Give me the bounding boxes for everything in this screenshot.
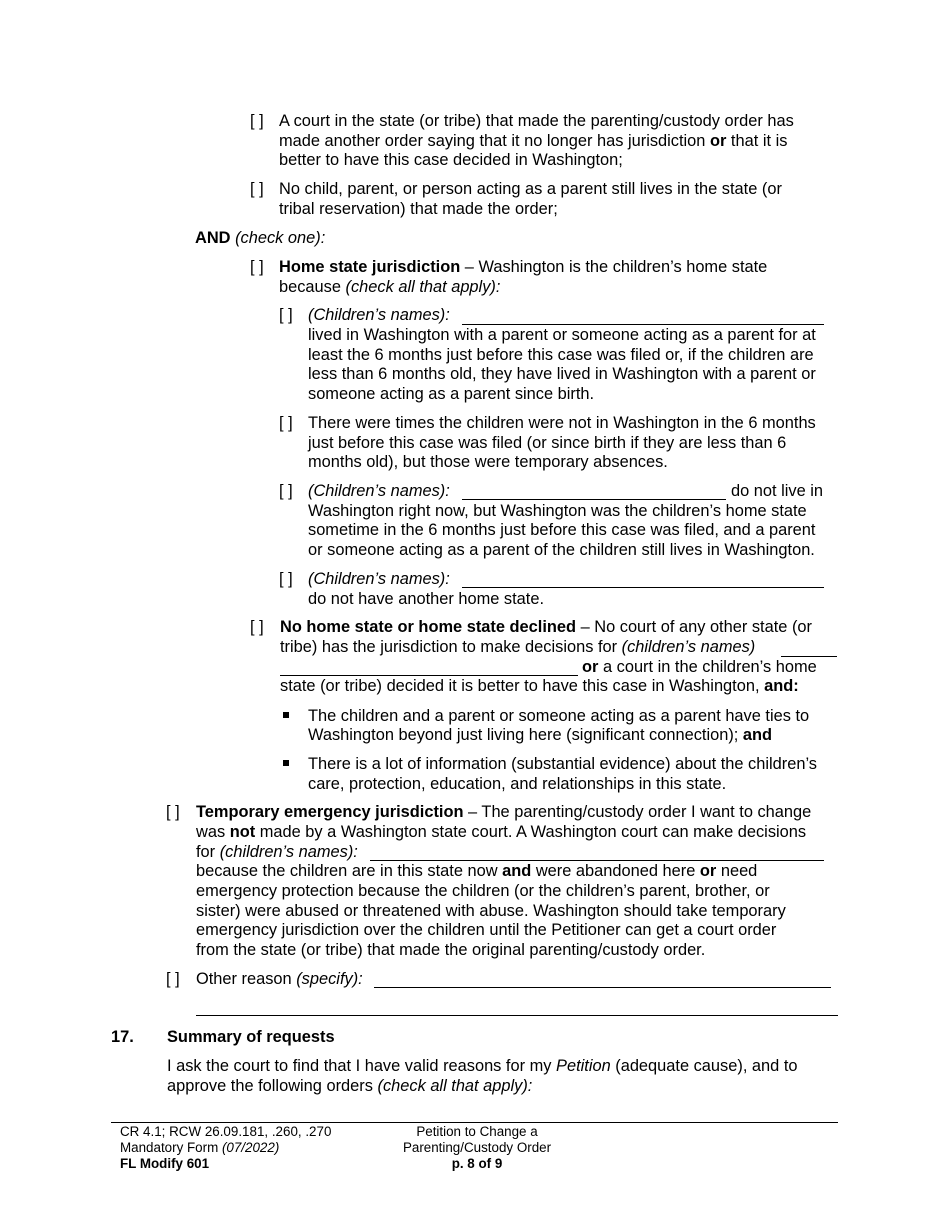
children-names-field-5[interactable] xyxy=(370,860,824,861)
summary-line-1: I ask the court to find that I have valid reasons for my Petition (adequate cause), and to xyxy=(167,1057,798,1075)
home-state-line-1: Home state jurisdiction – Washington is the children’s home state xyxy=(279,258,768,276)
checkbox-temporary-absences[interactable]: [ ] xyxy=(279,414,293,432)
and-check-one: AND (check one): xyxy=(195,229,326,247)
temporary-absences-line-1: There were times the children were not in Washington in the 6 months xyxy=(308,414,816,432)
significant-connection-line-1: The children and a parent or someone acting as a parent have ties to xyxy=(308,707,810,725)
temporary-emergency-line-6: sister) were abused or threatened with abuse. Washington should take temporary xyxy=(196,902,786,920)
children-names-field-4b[interactable] xyxy=(280,675,578,676)
footer-mandatory-form: Mandatory Form (07/2022) xyxy=(120,1140,280,1155)
children-names-field-2[interactable] xyxy=(462,499,726,500)
children-names-field-1[interactable] xyxy=(462,324,824,325)
checkbox-home-state[interactable]: [ ] xyxy=(250,258,264,276)
other-reason-label: Other reason (specify): xyxy=(196,970,363,988)
no-home-state-line-1: No home state or home state declined – No court of any other state (or xyxy=(280,618,812,636)
temporary-emergency-line-4: because the children are in this state now and were abandoned here or need xyxy=(196,862,758,880)
summary-line-2: approve the following orders (check all that apply): xyxy=(167,1077,533,1095)
children-names-field-4a[interactable] xyxy=(781,656,837,657)
footer-title-1: Petition to Change a xyxy=(416,1124,538,1139)
home-state-past-line-2: Washington right now, but Washington was the children’s home state xyxy=(308,502,807,520)
section-17-number: 17. xyxy=(111,1028,134,1046)
home-lived-line-3: least the 6 months just before this case was filed or, if the children are xyxy=(308,346,814,364)
temporary-emergency-line-5: emergency protection because the children (or the children’s parent, brother, or xyxy=(196,882,770,900)
court-declined-line-1: A court in the state (or tribe) that made the parenting/custody order has xyxy=(279,112,794,130)
substantial-evidence-line-2: care, protection, education, and relationships in this state. xyxy=(308,775,727,793)
no-other-home-line-2: do not have another home state. xyxy=(308,590,545,608)
home-lived-label: (Children’s names): xyxy=(308,306,450,324)
temporary-emergency-line-3: for (children’s names): xyxy=(196,843,358,861)
home-state-past-line-4: or someone acting as a parent of the children still lives in Washington. xyxy=(308,541,815,559)
significant-connection-line-2: Washington beyond just living here (significant connection); and xyxy=(308,726,773,744)
temporary-emergency-line-7: emergency jurisdiction over the children until the Petitioner can get a court order xyxy=(196,921,777,939)
square-bullet-icon xyxy=(283,712,289,718)
checkbox-no-home-state[interactable]: [ ] xyxy=(250,618,264,636)
home-lived-line-5: someone acting as a parent since birth. xyxy=(308,385,595,403)
footer-statute: CR 4.1; RCW 26.09.181, .260, .270 xyxy=(120,1124,332,1139)
temporary-absences-line-3: months old), but those were temporary absences. xyxy=(308,453,668,471)
no-home-state-line-3: or a court in the children’s home xyxy=(582,658,817,676)
section-17-title: Summary of requests xyxy=(167,1028,335,1046)
checkbox-temporary-emergency[interactable]: [ ] xyxy=(166,803,180,821)
substantial-evidence-line-1: There is a lot of information (substantial evidence) about the children’s xyxy=(308,755,817,773)
home-state-past-tail: do not live in xyxy=(731,482,824,500)
home-state-line-2: because (check all that apply): xyxy=(279,278,501,296)
temporary-absences-line-2: just before this case was filed (or since birth if they are less than 6 xyxy=(308,434,787,452)
children-names-field-3[interactable] xyxy=(462,587,824,588)
checkbox-other-reason[interactable]: [ ] xyxy=(166,970,180,988)
home-state-past-line-3: sometime in the 6 months just before this case was filed, and a parent xyxy=(308,521,816,539)
no-home-state-line-4: state (or tribe) decided it is better to have this case in Washington, and: xyxy=(280,677,799,695)
home-state-past-label: (Children’s names): xyxy=(308,482,450,500)
checkbox-no-other-home[interactable]: [ ] xyxy=(279,570,293,588)
court-declined-line-2: made another order saying that it no longer has jurisdiction or that it is xyxy=(279,132,788,150)
footer-rule xyxy=(111,1122,838,1123)
no-one-lives-line-2: tribal reservation) that made the order; xyxy=(279,200,558,218)
square-bullet-icon xyxy=(283,760,289,766)
footer-page-number: p. 8 of 9 xyxy=(451,1156,503,1171)
home-lived-line-4: less than 6 months old, they have lived in Washington with a parent or xyxy=(308,365,816,383)
footer-form-code: FL Modify 601 xyxy=(120,1156,210,1171)
other-reason-field-line-2[interactable] xyxy=(196,1015,838,1016)
checkbox-court-declined[interactable]: [ ] xyxy=(250,112,264,130)
checkbox-home-lived[interactable]: [ ] xyxy=(279,306,293,324)
checkbox-home-state-past[interactable]: [ ] xyxy=(279,482,293,500)
no-one-lives-line-1: No child, parent, or person acting as a parent still lives in the state (or xyxy=(279,180,782,198)
court-declined-line-3: better to have this case decided in Washington; xyxy=(279,151,623,169)
home-lived-line-2: lived in Washington with a parent or someone acting as a parent for at xyxy=(308,326,816,344)
no-other-home-label: (Children’s names): xyxy=(308,570,450,588)
checkbox-no-one-lives[interactable]: [ ] xyxy=(250,180,264,198)
footer-title-2: Parenting/Custody Order xyxy=(402,1140,552,1155)
temporary-emergency-line-2: was not made by a Washington state court. A Washington court can make decisions xyxy=(196,823,807,841)
temporary-emergency-line-1: Temporary emergency jurisdiction – The parenting/custody order I want to change xyxy=(196,803,812,821)
no-home-state-line-2: tribe) has the jurisdiction to make decisions for (children’s names) xyxy=(280,638,756,656)
other-reason-field[interactable] xyxy=(374,987,831,988)
temporary-emergency-line-8: from the state (or tribe) that made the original parenting/custody order. xyxy=(196,941,706,959)
